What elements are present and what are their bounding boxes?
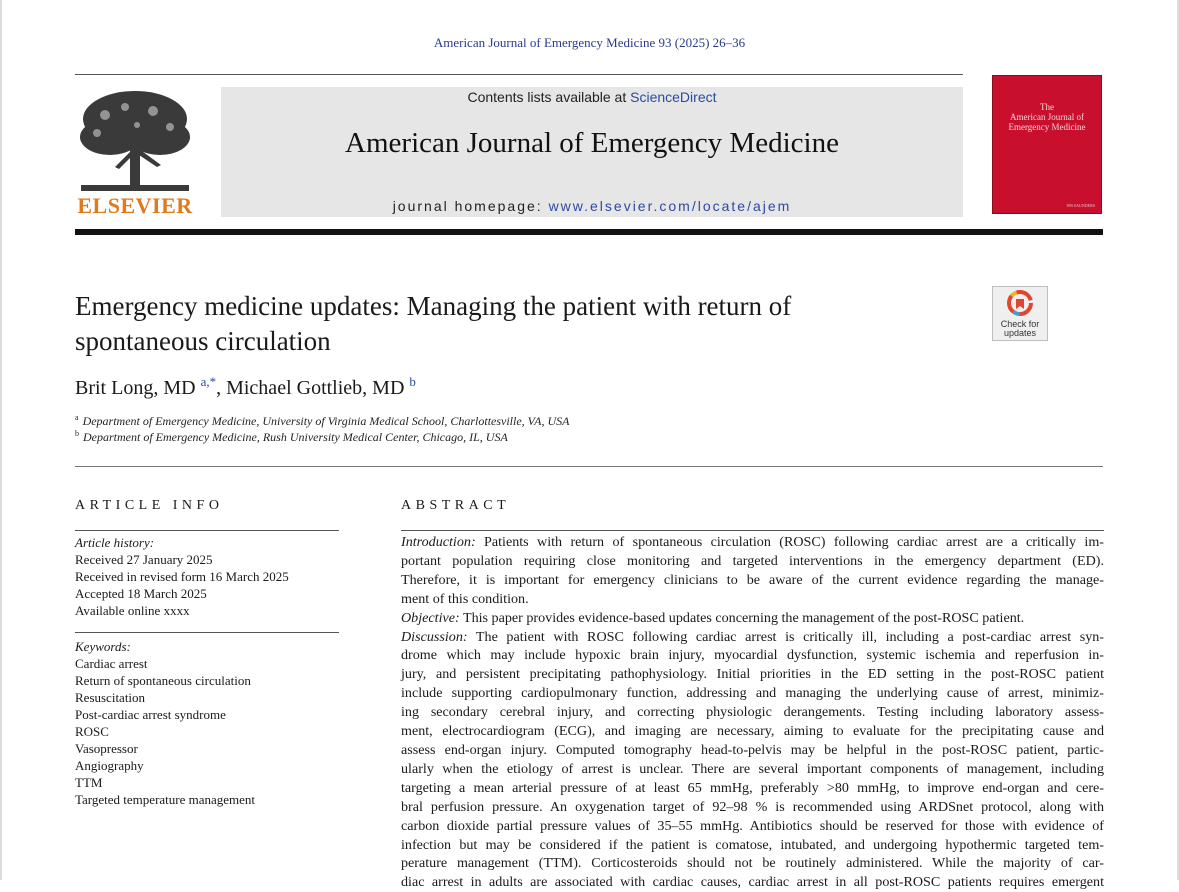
article-history-label: Article history: — [75, 535, 155, 550]
journal-name: American Journal of Emergency Medicine — [345, 127, 839, 159]
article-info-heading: ARTICLE INFO — [75, 498, 224, 513]
running-head[interactable]: American Journal of Emergency Medicine 93 (2025) 26–36 — [433, 35, 746, 50]
author-1[interactable]: Brit Long, MD — [75, 377, 196, 399]
abstract-line: assess end-organ injury. Computed tomography head-to-pelvis may be helpful in the post-ROSC patient, partic- — [401, 741, 1104, 758]
abstract-line: Therefore, it is important for emergency clinicians to be aware of the current evidence regarding the manage- — [401, 571, 1104, 588]
check-for-updates-button[interactable] — [992, 286, 1048, 341]
abstract-line: Discussion: The patient with ROSC following cardiac arrest is critically ill, including a post-cardiac arrest syn- — [401, 628, 1104, 645]
abstract-line: perature management (TTM). Corticosteroids should not be routinely administered. While the majority of car- — [401, 855, 1104, 872]
header-rule — [75, 74, 963, 75]
authors — [75, 374, 416, 400]
keyword-item: ROSC — [75, 724, 109, 739]
abstract-body — [401, 533, 1104, 892]
title-block-rule — [75, 466, 1103, 467]
abstract-line: carbon dioxide partial pressure values of 35–55 mmHg. Antibiotics should be reserved for those with evidence of — [401, 817, 1104, 834]
abstract-line: infection but may be considered if the patient is comatose, intubated, and undergoing hypothermic targeted tem- — [401, 836, 1104, 853]
sciencedirect-link[interactable]: ScienceDirect — [630, 89, 717, 105]
author-1-affil-mark[interactable]: a,* — [200, 374, 217, 389]
abstract-rule — [401, 530, 1104, 531]
affiliation-b — [75, 429, 508, 445]
abstract-line: diac arrest in adults are associated with cardiac causes, cardiac arrest in all post-ROSC patients requires emergent — [401, 874, 1104, 891]
cover-title — [993, 102, 1101, 132]
introduction-label: Introduction: — [401, 534, 476, 550]
check-updates-label — [993, 320, 1047, 338]
keyword-item: Return of spontaneous circulation — [75, 673, 251, 688]
abstract-line: ularly when the etiology of arrest is unclear. There are several important components of management, including — [401, 760, 1104, 777]
history-online: Available online xxxx — [75, 603, 190, 618]
article-title-line1: Emergency medicine updates: Managing the patient with return of — [75, 291, 792, 321]
homepage-prefix: journal homepage: — [392, 198, 549, 214]
article-history — [75, 534, 289, 619]
abstract-line: jury, and persistent precipitating pathophysiology. Initial priorities in the ED setting in the post-ROSC patient — [401, 666, 1104, 683]
keyword-item: Post-cardiac arrest syndrome — [75, 707, 226, 722]
abstract-line: portant population requiring close monitoring and targeted interventions in the emergency department (ED). — [401, 552, 1104, 569]
objective-label: Objective: — [401, 609, 460, 626]
keywords-label: Keywords: — [75, 639, 131, 654]
journal-cover[interactable] — [992, 75, 1102, 214]
abstract-heading: ABSTRACT — [401, 498, 511, 513]
contents-prefix: Contents lists available at — [467, 89, 631, 105]
history-revised: Received in revised form 16 March 2025 — [75, 569, 289, 584]
keyword-item: Vasopressor — [75, 741, 138, 756]
author-separator: , — [216, 377, 227, 399]
keyword-item: Angiography — [75, 758, 144, 773]
cover-title-line3: Emergency Medicine — [1008, 122, 1086, 132]
keywords-rule — [75, 632, 339, 633]
homepage-link[interactable]: www.elsevier.com/locate/ajem — [548, 198, 792, 214]
abstract-line: drome which may include hypoxic brain injury, myocardial dysfunction, systemic ischemia and reperfusion in- — [401, 647, 1104, 664]
cover-foot: WB SAUNDERS — [1066, 203, 1095, 208]
abstract-line: ment of this condition. — [401, 590, 529, 607]
abstract-line: bral perfusion pressure. An oxygenation target of 92–98 % is recommended using ARDSnet protocol, along with — [401, 798, 1104, 815]
keyword-item: Targeted temperature management — [75, 792, 256, 807]
affiliation-b-text: Department of Emergency Medicine, Rush University Medical Center, Chicago, IL, USA — [83, 430, 508, 444]
keywords — [75, 638, 255, 808]
banner-rule — [75, 229, 1103, 235]
abstract-line: Introduction: Patients with return of spontaneous circulation (ROSC) following cardiac arrest are a critically im- — [401, 534, 1104, 550]
homepage-line — [221, 198, 963, 214]
keyword-item: Cardiac arrest — [75, 656, 148, 671]
history-received: Received 27 January 2025 — [75, 552, 213, 567]
keyword-item: TTM — [75, 775, 103, 790]
abstract-line: targeting a mean arterial pressure of at least 65 mmHg, preferably >80 mmHg, to improve end-organ and cere- — [401, 779, 1104, 796]
abstract-line: Objective: This paper provides evidence-based updates concerning the management of the post-ROSC patient. — [401, 609, 1025, 626]
keyword-item: Resuscitation — [75, 690, 146, 705]
article-title-line2: spontaneous circulation — [75, 326, 331, 356]
author-2[interactable]: Michael Gottlieb, MD — [226, 377, 405, 399]
history-accepted: Accepted 18 March 2025 — [75, 586, 207, 601]
affiliation-a — [75, 413, 569, 429]
discussion-label: Discussion: — [401, 628, 468, 645]
article-info-rule — [75, 530, 339, 531]
elsevier-wordmark[interactable]: ELSEVIER — [77, 193, 193, 218]
cover-title-line2: American Journal of — [1010, 112, 1084, 122]
affiliation-a-mark: a — [75, 413, 79, 422]
author-2-affil-mark[interactable]: b — [409, 374, 416, 389]
check-updates-line2: updates — [1003, 328, 1037, 338]
article-title — [75, 289, 935, 359]
cover-title-line1: The — [1040, 102, 1054, 112]
journal-banner — [221, 87, 963, 217]
check-updates-line1: Check for — [1000, 319, 1040, 329]
affiliation-a-text: Department of Emergency Medicine, University of Virginia Medical School, Charlottesville, VA, USA — [82, 414, 570, 428]
abstract-line: ment, electrocardiogram (ECG), and imaging are necessary, aiming to evaluate for the precipitating cause and — [401, 723, 1104, 740]
abstract-line: ing secondary cerebral injury, and correcting physiologic derangements. Testing including laboratory assess- — [401, 704, 1104, 721]
affiliation-b-mark: b — [75, 429, 79, 438]
abstract-line: include supporting cardiopulmonary function, addressing and managing the underlying cause of arrest, minimiz- — [401, 685, 1104, 702]
check-updates-icon — [1007, 290, 1033, 316]
contents-line — [221, 89, 963, 105]
